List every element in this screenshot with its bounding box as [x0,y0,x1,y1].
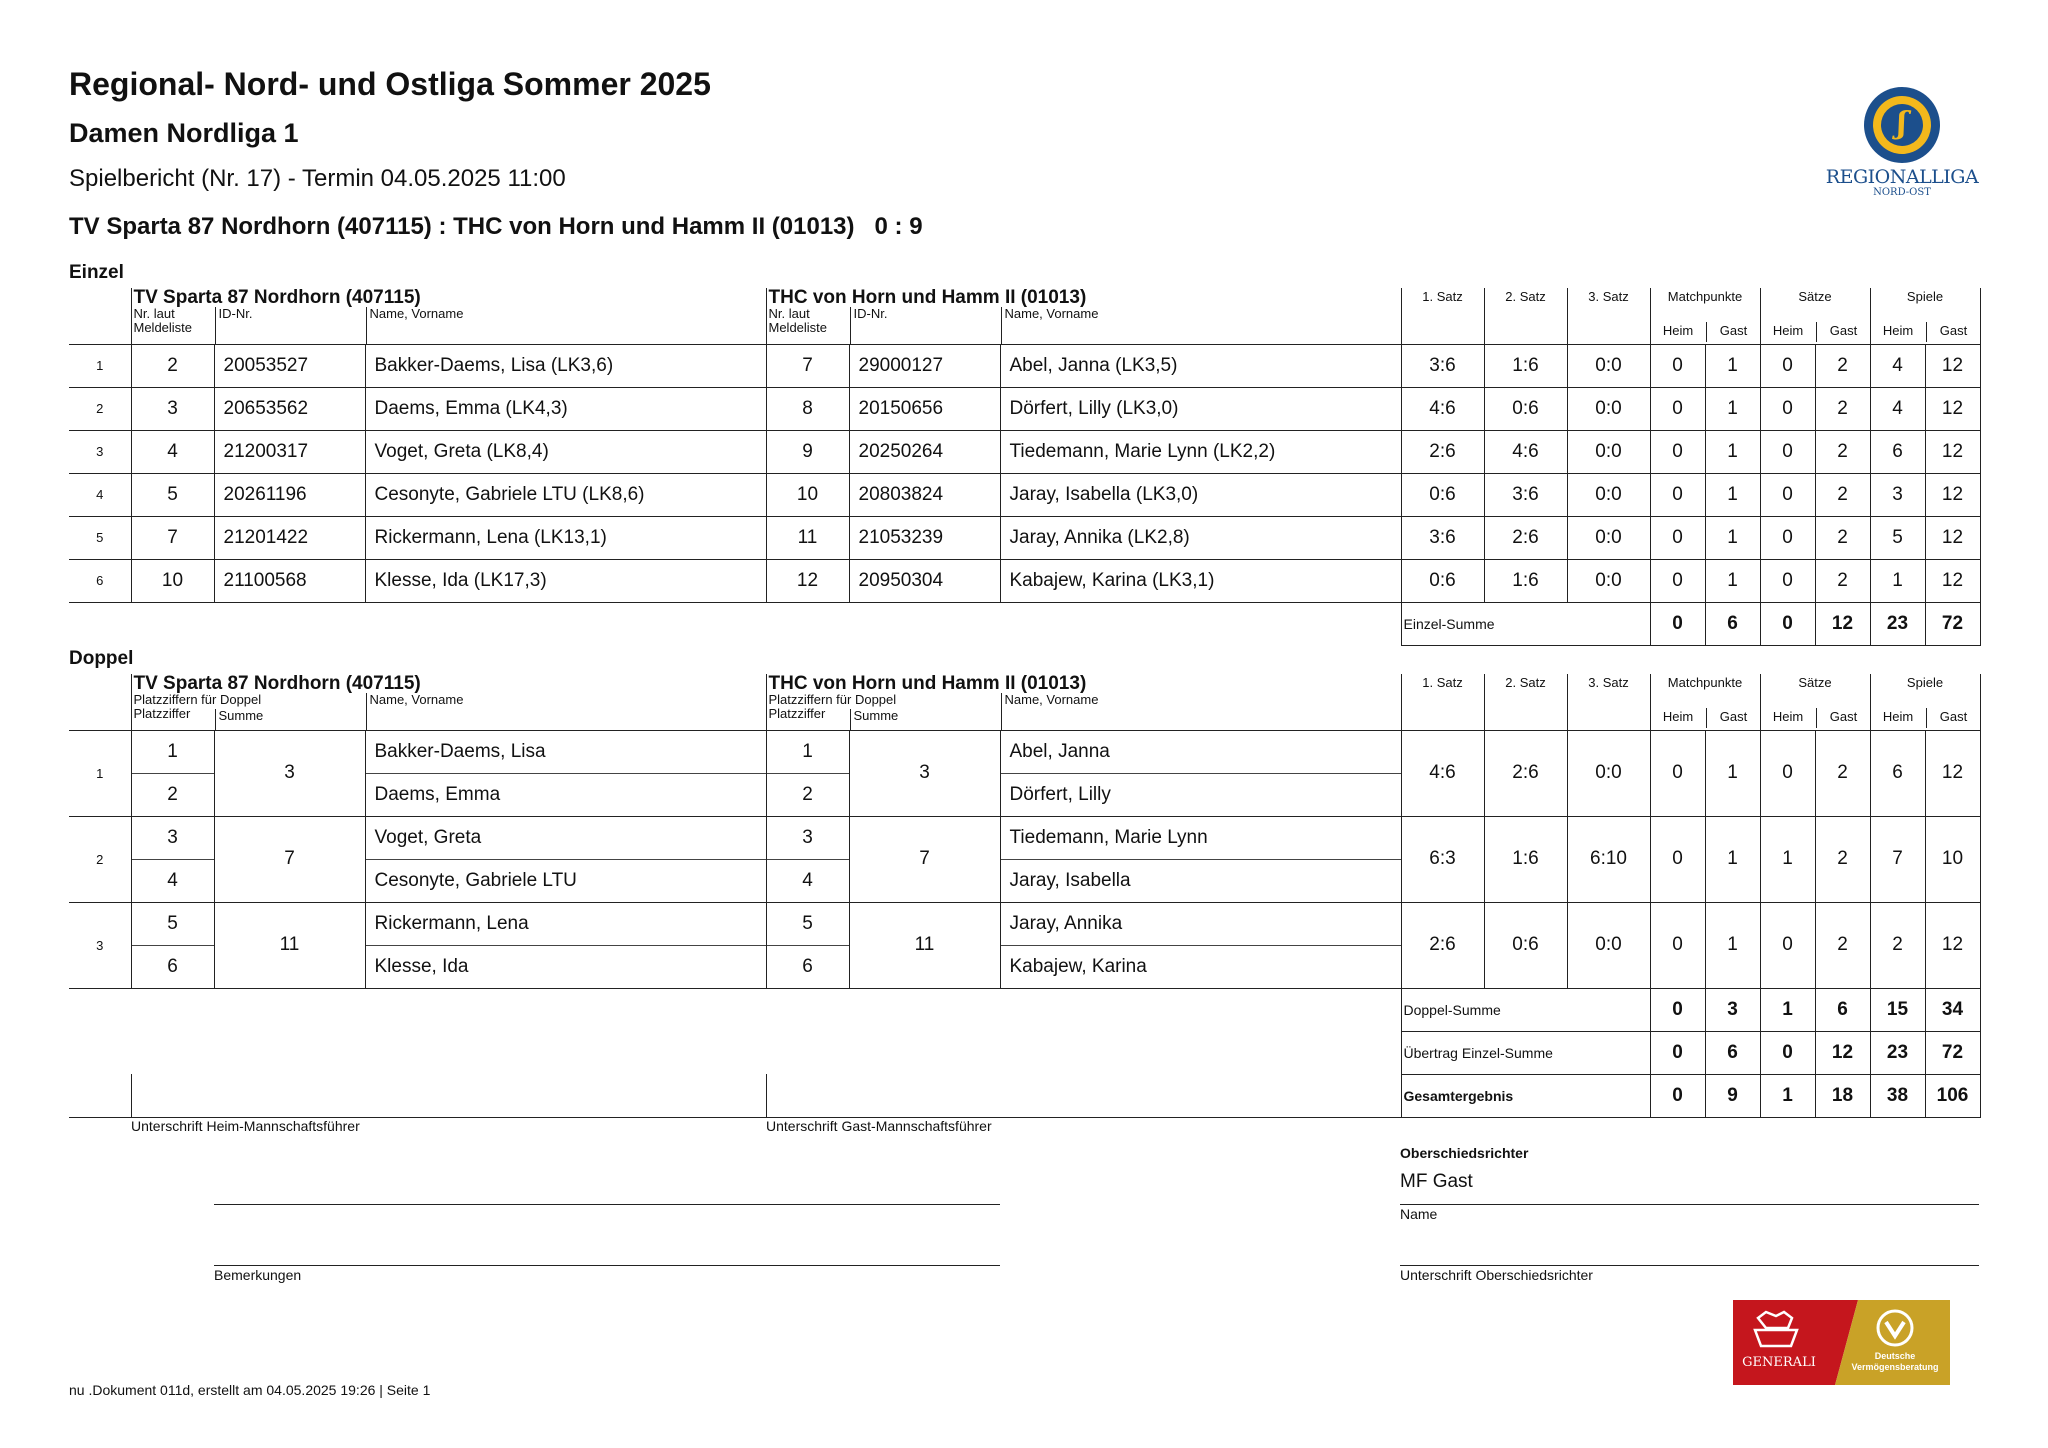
match-line [69,213,923,241]
einzel-cell-sa-g: 2 [1815,387,1870,430]
einzel-cell-h-nr: 4 [131,430,214,473]
doppel-cell-g-n2: Kabajew, Karina [1000,945,1401,988]
doppel-cell-sa-h: 0 [1760,902,1815,988]
einzel-cell-no: 2 [69,387,131,430]
einzel-cell-sa-g: 2 [1815,344,1870,387]
einzel-col-id-guest: ID-Nr. [850,307,888,344]
doppel-cell-h-p2: 4 [131,859,214,902]
einzel-cell-g-name: Jaray, Isabella (LK3,0) [1000,473,1401,516]
doppel-cell-g-p1: 5 [766,902,849,945]
doppel-cell-g-p2: 2 [766,773,849,816]
einzel-col-nr-guest: Nr. laut Meldeliste [768,306,828,335]
einzel-cell-h-nr: 7 [131,516,214,559]
doppel-cell-s1: 6:3 [1401,816,1484,902]
einzel-cell-mp-h: 0 [1650,344,1705,387]
doppel-row [69,816,1980,859]
einzel-cell-sa-h: 0 [1760,559,1815,602]
einzel-cell-g-name: Kabajew, Karina (LK3,1) [1000,559,1401,602]
einzel-cell-g-nr: 10 [766,473,849,516]
einzel-cell-g-nr: 12 [766,559,849,602]
einzel-cell-sp-h: 4 [1870,387,1925,430]
guest-captain-signature-label: Unterschrift Gast-Mannschaftsführer [766,1118,992,1134]
doppel-cell-h-n1: Bakker-Daems, Lisa [365,730,766,773]
einzel-title: Einzel [69,262,124,283]
einzel-cell-h-nr: 2 [131,344,214,387]
einzel-cell-no: 3 [69,430,131,473]
doppel-cell-s2: 1:6 [1484,816,1567,902]
doppel-cell-h-n1: Rickermann, Lena [365,902,766,945]
einzel-cell-mp-g: 1 [1705,387,1760,430]
einzel-cell-h-id: 20261196 [214,473,365,516]
referee-title: Oberschiedsrichter [1400,1145,1529,1161]
doppel-home-team: TV Sparta 87 Nordhorn (407115) [133,674,421,694]
total-row: Gesamtergebnis 0 9 1 18 38 106 [69,1074,1980,1117]
doppel-cell-h-sum: 3 [214,730,365,816]
einzel-cell-h-id: 21100568 [214,559,365,602]
einzel-cell-h-nr: 3 [131,387,214,430]
einzel-cell-h-name: Cesonyte, Gabriele LTU (LK8,6) [365,473,766,516]
einzel-cell-h-id: 21201422 [214,516,365,559]
einzel-cell-s1: 4:6 [1401,387,1484,430]
einzel-cell-s1: 3:6 [1401,516,1484,559]
einzel-cell-s2: 1:6 [1484,559,1567,602]
referee-signature-line [1400,1265,1979,1266]
doppel-cell-h-sum: 11 [214,902,365,988]
footer-info: nu .Dokument 011d, erstellt am 04.05.2025 19:26 | Seite 1 [69,1382,431,1398]
page-title: Regional- Nord- und Ostliga Sommer 2025 [69,66,711,102]
einzel-cell-mp-h: 0 [1650,559,1705,602]
einzel-row [69,516,1980,559]
einzel-cell-sp-g: 12 [1925,387,1980,430]
einzel-cell-mp-g: 1 [1705,344,1760,387]
einzel-cell-sa-g: 2 [1815,559,1870,602]
home-captain-signature-label: Unterschrift Heim-Mannschaftsführer [131,1118,360,1134]
doppel-cell-sp-g: 10 [1925,816,1980,902]
doppel-cell-h-n2: Cesonyte, Gabriele LTU [365,859,766,902]
einzel-cell-h-id: 20053527 [214,344,365,387]
einzel-cell-s1: 2:6 [1401,430,1484,473]
einzel-cell-s1: 0:6 [1401,559,1484,602]
einzel-cell-h-id: 20653562 [214,387,365,430]
einzel-cell-sp-g: 12 [1925,559,1980,602]
einzel-cell-g-nr: 9 [766,430,849,473]
doppel-sum-row: Doppel-Summe 0 3 1 6 15 34 [69,988,1980,1031]
einzel-cell-sp-h: 6 [1870,430,1925,473]
einzel-cell-h-name: Rickermann, Lena (LK13,1) [365,516,766,559]
einzel-cell-s2: 0:6 [1484,387,1567,430]
einzel-cell-h-name: Klesse, Ida (LK17,3) [365,559,766,602]
total-label: Gesamtergebnis [1401,1074,1650,1117]
doppel-cell-h-p2: 2 [131,773,214,816]
doppel-cell-s1: 4:6 [1401,730,1484,816]
einzel-row [69,387,1980,430]
einzel-cell-mp-g: 1 [1705,473,1760,516]
doppel-guest-team: THC von Horn und Hamm II (01013) [768,674,1087,694]
einzel-table [69,288,1981,646]
einzel-cell-no: 1 [69,344,131,387]
einzel-cell-s2: 3:6 [1484,473,1567,516]
doppel-cell-sa-g: 2 [1815,816,1870,902]
einzel-cell-mp-h: 0 [1650,387,1705,430]
einzel-cell-sa-h: 0 [1760,344,1815,387]
einzel-col-s2: 2. Satz [1484,288,1567,344]
sponsor-logos [1733,1300,1950,1385]
einzel-col-spiele: Spiele [1906,289,1944,304]
doppel-cell-sa-g: 2 [1815,730,1870,816]
einzel-cell-g-id: 20250264 [849,430,1000,473]
remarks-line-1 [214,1204,1000,1205]
referee-name: MF Gast [1400,1171,1473,1192]
logo-sub: NORD-OST [1873,187,1931,198]
einzel-cell-mp-g: 1 [1705,430,1760,473]
einzel-cell-s1: 3:6 [1401,344,1484,387]
einzel-cell-g-name: Tiedemann, Marie Lynn (LK2,2) [1000,430,1401,473]
referee-signature-label: Unterschrift Oberschiedsrichter [1400,1267,1593,1283]
einzel-cell-s3: 0:0 [1567,559,1650,602]
einzel-sum-row: Einzel-Summe 0 6 0 12 23 72 [69,602,1980,645]
einzel-col-matchpunkte: Matchpunkte [1667,289,1743,304]
doppel-cell-mp-h: 0 [1650,816,1705,902]
logo-name: REGIONALLIGA [1825,166,1979,188]
einzel-col-name: Name, Vorname [366,307,464,344]
einzel-row [69,473,1980,516]
doppel-cell-g-n2: Dörfert, Lilly [1000,773,1401,816]
doppel-cell-no: 2 [69,816,131,902]
carry-row: Übertrag Einzel-Summe 0 6 0 12 23 72 [69,1031,1980,1074]
dvag-text-1: Deutsche [1874,1351,1916,1361]
einzel-cell-g-nr: 7 [766,344,849,387]
einzel-cell-g-nr: 11 [766,516,849,559]
doppel-cell-g-p1: 3 [766,816,849,859]
einzel-cell-sa-h: 0 [1760,430,1815,473]
einzel-col-id: ID-Nr. [215,307,253,344]
einzel-cell-sp-g: 12 [1925,430,1980,473]
einzel-guest-team: THC von Horn und Hamm II (01013) [768,288,1087,308]
referee-name-label: Name [1400,1206,1438,1222]
doppel-header-row: TV Sparta 87 Nordhorn (407115) Platzziffern für Doppel Platzziffer Summe Name, Vorname THC von Horn und Hamm II (01013) Platzziffern für Doppel Platzziffer Summe Name, Vorname 1. Satz 2. Satz 3. Satz Matchpunkte Heim Gast Sätze Heim Gast Spiele Heim Gast [69,674,1980,730]
doppel-cell-mp-h: 0 [1650,730,1705,816]
einzel-cell-mp-h: 0 [1650,473,1705,516]
doppel-cell-g-p2: 6 [766,945,849,988]
einzel-cell-sp-h: 4 [1870,344,1925,387]
einzel-cell-s2: 4:6 [1484,430,1567,473]
doppel-cell-g-sum: 3 [849,730,1000,816]
doppel-cell-mp-g: 1 [1705,730,1760,816]
doppel-cell-h-p1: 5 [131,902,214,945]
einzel-cell-s3: 0:0 [1567,344,1650,387]
doppel-cell-h-n1: Voget, Greta [365,816,766,859]
doppel-cell-sp-g: 12 [1925,730,1980,816]
dvag-text-2: Vermögensberatung [1851,1362,1939,1372]
einzel-cell-h-name: Daems, Emma (LK4,3) [365,387,766,430]
remarks-label: Bemerkungen [214,1267,302,1283]
einzel-cell-mp-h: 0 [1650,430,1705,473]
einzel-cell-sa-h: 0 [1760,387,1815,430]
einzel-col-saetze: Sätze [1798,289,1832,304]
doppel-cell-sp-h: 7 [1870,816,1925,902]
einzel-cell-h-nr: 10 [131,559,214,602]
einzel-cell-sp-h: 5 [1870,516,1925,559]
einzel-cell-s3: 0:0 [1567,473,1650,516]
einzel-col-s3: 3. Satz [1567,288,1650,344]
einzel-cell-no: 6 [69,559,131,602]
doppel-cell-sp-h: 6 [1870,730,1925,816]
einzel-col-name-guest: Name, Vorname [1001,307,1099,344]
doppel-table [69,674,1981,1118]
doppel-cell-g-n1: Abel, Janna [1000,730,1401,773]
einzel-cell-sa-g: 2 [1815,430,1870,473]
doppel-cell-s3: 0:0 [1567,730,1650,816]
doppel-cell-s1: 2:6 [1401,902,1484,988]
doppel-cell-g-n1: Tiedemann, Marie Lynn [1000,816,1401,859]
doppel-cell-g-sum: 7 [849,816,1000,902]
doppel-cell-mp-g: 1 [1705,902,1760,988]
referee-name-line [1400,1204,1979,1205]
einzel-home-team: TV Sparta 87 Nordhorn (407115) [133,288,421,308]
doppel-cell-s3: 0:0 [1567,902,1650,988]
einzel-cell-s3: 0:0 [1567,387,1650,430]
einzel-cell-g-id: 20950304 [849,559,1000,602]
einzel-cell-h-nr: 5 [131,473,214,516]
einzel-sum-label: Einzel-Summe [1401,602,1650,645]
einzel-row [69,559,1980,602]
doppel-cell-g-n2: Jaray, Isabella [1000,859,1401,902]
doppel-cell-no: 1 [69,730,131,816]
einzel-cell-sp-h: 1 [1870,559,1925,602]
einzel-header-row: TV Sparta 87 Nordhorn (407115) Nr. laut Meldeliste ID-Nr. Name, Vorname THC von Horn und Hamm II (01013) Nr. laut Meldeliste ID-Nr. Name, Vorname 1. Satz 2. Satz 3. Satz Matchpunkte Heim Gast Sätze Heim Gast Spiele Heim Gast [69,288,1980,344]
einzel-cell-g-id: 20803824 [849,473,1000,516]
einzel-cell-g-id: 21053239 [849,516,1000,559]
remarks-line-2 [214,1265,1000,1266]
doppel-cell-sa-h: 0 [1760,730,1815,816]
match-teams: TV Sparta 87 Nordhorn (407115) : THC von Horn und Hamm II (01013) [69,213,855,240]
einzel-cell-sa-h: 0 [1760,516,1815,559]
generali-text: GENERALI [1742,1355,1816,1370]
regionalliga-logo-icon: ʃ [1864,87,1940,163]
einzel-cell-s3: 0:0 [1567,516,1650,559]
einzel-cell-no: 5 [69,516,131,559]
doppel-row [69,730,1980,773]
einzel-row [69,430,1980,473]
doppel-cell-g-p2: 4 [766,859,849,902]
doppel-cell-no: 3 [69,902,131,988]
einzel-cell-s1: 0:6 [1401,473,1484,516]
doppel-cell-mp-h: 0 [1650,902,1705,988]
einzel-cell-g-id: 29000127 [849,344,1000,387]
einzel-cell-g-id: 20150656 [849,387,1000,430]
einzel-cell-g-name: Jaray, Annika (LK2,8) [1000,516,1401,559]
match-score: 0 : 9 [874,213,923,240]
league-name: Damen Nordliga 1 [69,118,299,148]
einzel-cell-h-id: 21200317 [214,430,365,473]
doppel-cell-s3: 6:10 [1567,816,1650,902]
einzel-cell-g-name: Dörfert, Lilly (LK3,0) [1000,387,1401,430]
doppel-cell-s2: 0:6 [1484,902,1567,988]
einzel-cell-mp-g: 1 [1705,516,1760,559]
einzel-cell-sp-h: 3 [1870,473,1925,516]
doppel-cell-h-p1: 3 [131,816,214,859]
doppel-cell-sa-h: 1 [1760,816,1815,902]
doppel-title: Doppel [69,648,134,669]
doppel-cell-h-sum: 7 [214,816,365,902]
einzel-cell-g-nr: 8 [766,387,849,430]
einzel-cell-sp-g: 12 [1925,344,1980,387]
doppel-cell-mp-g: 1 [1705,816,1760,902]
doppel-cell-sp-h: 2 [1870,902,1925,988]
einzel-cell-sp-g: 12 [1925,473,1980,516]
einzel-row [69,344,1980,387]
doppel-row [69,902,1980,945]
doppel-cell-sa-g: 2 [1815,902,1870,988]
einzel-cell-sa-g: 2 [1815,473,1870,516]
einzel-col-nr: Nr. laut Meldeliste [133,306,193,335]
doppel-cell-h-n2: Klesse, Ida [365,945,766,988]
doppel-cell-h-n2: Daems, Emma [365,773,766,816]
doppel-cell-g-n1: Jaray, Annika [1000,902,1401,945]
einzel-cell-sa-g: 2 [1815,516,1870,559]
einzel-cell-h-name: Bakker-Daems, Lisa (LK3,6) [365,344,766,387]
einzel-cell-mp-h: 0 [1650,516,1705,559]
doppel-cell-g-sum: 11 [849,902,1000,988]
doppel-cell-sp-g: 12 [1925,902,1980,988]
einzel-cell-h-name: Voget, Greta (LK8,4) [365,430,766,473]
report-info: Spielbericht (Nr. 17) - Termin 04.05.2025 11:00 [69,165,566,192]
einzel-cell-s2: 1:6 [1484,344,1567,387]
einzel-col-s1: 1. Satz [1401,288,1484,344]
einzel-cell-sp-g: 12 [1925,516,1980,559]
einzel-cell-g-name: Abel, Janna (LK3,5) [1000,344,1401,387]
einzel-cell-s3: 0:0 [1567,430,1650,473]
einzel-cell-mp-g: 1 [1705,559,1760,602]
einzel-cell-s2: 2:6 [1484,516,1567,559]
einzel-cell-sa-h: 0 [1760,473,1815,516]
doppel-cell-g-p1: 1 [766,730,849,773]
doppel-cell-h-p1: 1 [131,730,214,773]
doppel-cell-s2: 2:6 [1484,730,1567,816]
einzel-cell-no: 4 [69,473,131,516]
doppel-cell-h-p2: 6 [131,945,214,988]
